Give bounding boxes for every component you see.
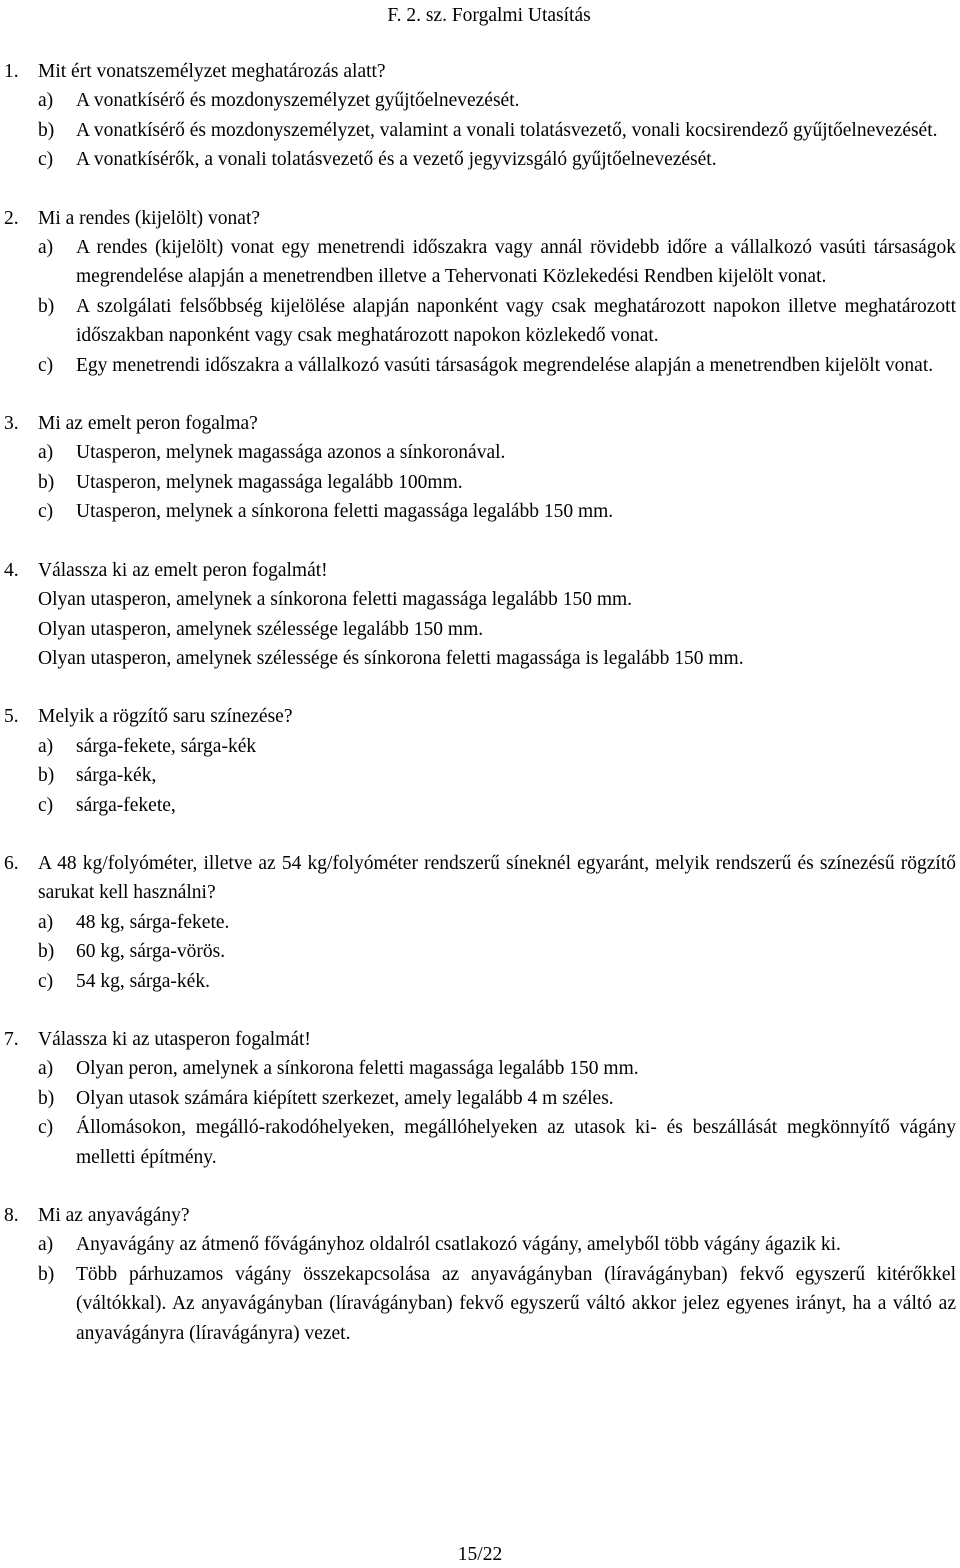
option-text: 54 kg, sárga-kék. — [76, 970, 210, 992]
option-text: Anyavágány az átmenő fővágányhoz oldalról csatlakozó vágány, amelyből több vágány ágazik ki. — [76, 1234, 841, 1256]
option-indent — [4, 351, 38, 380]
option-label: a) — [38, 237, 54, 259]
option-indent — [4, 1084, 38, 1113]
answer-option — [4, 937, 956, 966]
option-label: c) — [38, 501, 54, 523]
answer-option — [4, 761, 956, 790]
answer-option — [4, 967, 956, 996]
option-indent — [4, 761, 38, 790]
question-number: 7. — [4, 1028, 19, 1050]
option-label: b) — [38, 471, 55, 493]
answer-option — [4, 145, 956, 174]
question-line — [4, 204, 956, 233]
option-text: Olyan peron, amelynek a sínkorona feletti magassága legalább 150 mm. — [76, 1058, 639, 1080]
answer-option — [4, 585, 956, 614]
header-title: F. 2. sz. Forgalmi Utasítás — [387, 5, 591, 26]
option-indent — [4, 615, 38, 644]
option-text: Egy menetrendi időszakra a vállalkozó vasúti társaságok megrendelése alapján a menetrendben kijelölt vonat. — [76, 354, 934, 376]
question-block — [4, 849, 956, 996]
answer-option — [4, 86, 956, 115]
option-label: a) — [38, 911, 54, 933]
option-label: c) — [38, 1117, 54, 1139]
option-text: Utasperon, melynek magassága azonos a sínkoronával. — [76, 442, 506, 464]
question-text: Mi az emelt peron fogalma? — [38, 413, 258, 435]
page-header — [0, 2, 960, 30]
answer-option — [4, 438, 956, 467]
option-text: Több párhuzamos vágány összekapcsolása az anyavágányban (líravágányban) fekvő egyszerű kitérőkkel (váltókkal). Az anyavágányban (líravágányban) fekvő egyszerű váltó akkor jelez egyenes irányt, ha a váltó az anyavágányra (líravágányra) vezet. — [76, 1263, 956, 1344]
option-indent — [4, 937, 38, 966]
option-text: Utasperon, melynek a sínkorona feletti magassága legalább 150 mm. — [76, 501, 614, 523]
question-block — [4, 702, 956, 820]
option-label: b) — [38, 941, 55, 963]
question-block — [4, 57, 956, 175]
option-text: Utasperon, melynek magassága legalább 100mm. — [76, 471, 463, 493]
question-block — [4, 1025, 956, 1172]
answer-option — [4, 1113, 956, 1172]
option-text: sárga-fekete, sárga-kék — [76, 735, 257, 757]
option-label: b) — [38, 295, 55, 317]
option-label: c) — [38, 354, 54, 376]
answer-option — [4, 1230, 956, 1259]
answer-option — [4, 497, 956, 526]
option-text: Olyan utasperon, amelynek szélessége és sínkorona feletti magassága is legalább 150 mm. — [38, 647, 744, 669]
option-label: a) — [38, 1058, 54, 1080]
question-number: 5. — [4, 706, 19, 728]
option-label: b) — [38, 765, 55, 787]
question-number: 6. — [4, 852, 19, 874]
option-label: a) — [38, 90, 54, 112]
option-text: A vonatkísérők, a vonali tolatásvezető és a vezető jegyvizsgáló gyűjtőelnevezését. — [76, 149, 717, 171]
option-indent — [4, 292, 38, 351]
option-label: a) — [38, 1234, 54, 1256]
question-block — [4, 1201, 956, 1348]
question-list — [4, 57, 956, 1377]
question-text: Mit ért vonatszemélyzet meghatározás alatt? — [38, 61, 386, 82]
option-text: Állomásokon, megálló-rakodóhelyeken, megállóhelyeken az utasok ki- és beszállását megkönnyítő vágány melletti építmény. — [76, 1117, 956, 1168]
answer-option — [4, 908, 956, 937]
option-text: A vonatkísérő és mozdonyszemélyzet gyűjtőelnevezését. — [76, 90, 520, 112]
option-indent — [4, 468, 38, 497]
answer-option — [4, 732, 956, 761]
option-label: b) — [38, 119, 55, 141]
option-text: A rendes (kijelölt) vonat egy menetrendi időszakra vagy annál rövidebb időre a vállalkozó vasúti társaságok megrendelése alapján a menetrendben illetve a Tehervonati Közlekedési Rendben kijelölt vonat. — [76, 237, 956, 288]
question-block — [4, 556, 956, 674]
option-label: a) — [38, 735, 54, 757]
answer-option — [4, 1260, 956, 1348]
option-indent — [4, 116, 38, 145]
answer-option — [4, 1054, 956, 1083]
question-line — [4, 702, 956, 731]
option-label: b) — [38, 1087, 55, 1109]
question-text: A 48 kg/folyóméter, illetve az 54 kg/folyóméter rendszerű síneknél egyaránt, melyik rendszerű és színezésű rögzítő sarukat kell használni? — [38, 852, 956, 904]
page-footer — [0, 1543, 960, 1567]
option-indent — [4, 1230, 38, 1259]
option-label: c) — [38, 970, 54, 992]
option-text: A szolgálati felsőbbség kijelölése alapján naponként vagy csak meghatározott napokon illetve meghatározott időszakban naponként vagy csak meghatározott napokon közlekedő vonat. — [76, 295, 956, 347]
option-text: sárga-kék, — [76, 765, 157, 787]
question-line — [4, 57, 956, 86]
option-indent — [4, 497, 38, 526]
option-indent — [4, 438, 38, 467]
answer-option — [4, 351, 956, 380]
question-line — [4, 1025, 956, 1054]
option-indent — [4, 145, 38, 174]
question-text: Válassza ki az utasperon fogalmát! — [38, 1028, 311, 1050]
option-text: Olyan utasperon, amelynek szélessége legalább 150 mm. — [38, 618, 484, 640]
answer-option — [4, 644, 956, 673]
option-text: 48 kg, sárga-fekete. — [76, 911, 230, 933]
question-line — [4, 1201, 956, 1230]
option-indent — [4, 1054, 38, 1083]
option-label: c) — [38, 794, 54, 816]
option-indent — [4, 791, 38, 820]
answer-option — [4, 116, 956, 145]
question-text: Válassza ki az emelt peron fogalmát! — [38, 559, 328, 581]
question-text: Mi az anyavágány? — [38, 1205, 190, 1226]
option-indent — [4, 967, 38, 996]
question-number: 2. — [4, 207, 19, 229]
option-indent — [4, 644, 38, 673]
answer-option — [4, 615, 956, 644]
option-text: sárga-fekete, — [76, 794, 176, 816]
page-number: 15/22 — [457, 1544, 503, 1565]
option-text: A vonatkísérő és mozdonyszemélyzet, valamint a vonali tolatásvezető, vonali kocsirendező gyűjtőelnevezését. — [76, 119, 938, 141]
option-text: Olyan utasperon, amelynek a sínkorona feletti magassága legalább 150 mm. — [38, 589, 633, 611]
option-label: a) — [38, 442, 54, 464]
question-block — [4, 409, 956, 527]
question-line — [4, 409, 956, 438]
question-number: 3. — [4, 413, 19, 435]
question-block — [4, 204, 956, 380]
question-line — [4, 556, 956, 585]
question-number: 4. — [4, 559, 19, 581]
question-text: Mi a rendes (kijelölt) vonat? — [38, 207, 261, 229]
answer-option — [4, 292, 956, 351]
option-indent — [4, 585, 38, 614]
option-indent — [4, 1260, 38, 1348]
answer-option — [4, 1084, 956, 1113]
question-number: 1. — [4, 61, 19, 82]
question-line — [4, 849, 956, 908]
option-indent — [4, 233, 38, 292]
option-label: c) — [38, 149, 54, 171]
answer-option — [4, 233, 956, 292]
question-number: 8. — [4, 1205, 19, 1226]
question-text: Melyik a rögzítő saru színezése? — [38, 706, 293, 728]
option-indent — [4, 1113, 38, 1172]
option-text: Olyan utasok számára kiépített szerkezet, amely legalább 4 m széles. — [76, 1087, 614, 1109]
option-label: b) — [38, 1263, 55, 1285]
answer-option — [4, 468, 956, 497]
option-text: 60 kg, sárga-vörös. — [76, 941, 226, 963]
option-indent — [4, 908, 38, 937]
answer-option — [4, 791, 956, 820]
option-indent — [4, 732, 38, 761]
option-indent — [4, 86, 38, 115]
